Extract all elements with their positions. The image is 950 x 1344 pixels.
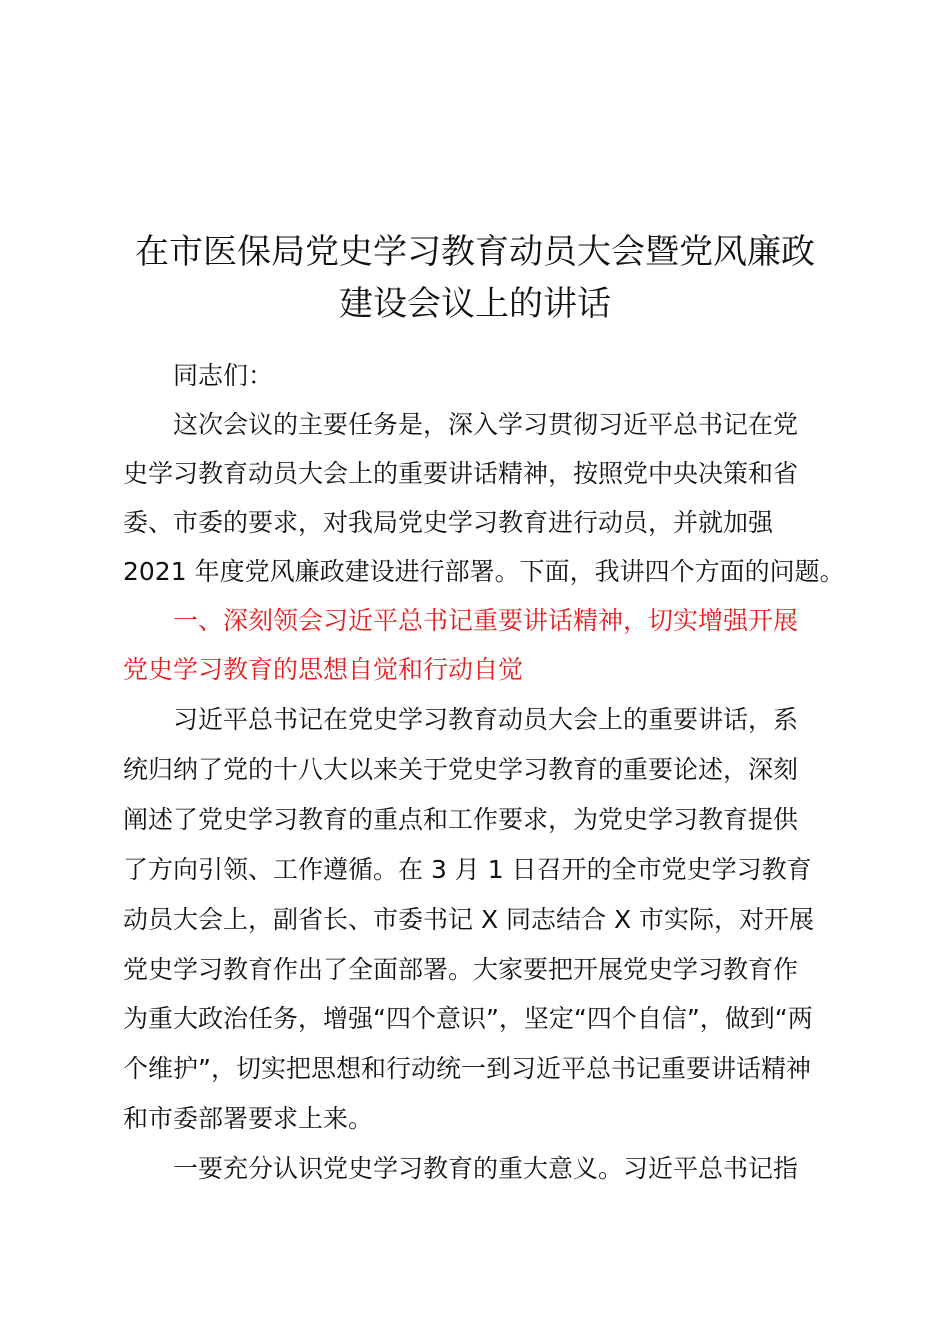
paragraph-2-line-8: 个维护”，切实把思想和行动统一到习近平总书记重要讲话精神: [123, 1054, 811, 1083]
document-title-line-2: 建设会议上的讲话: [339, 284, 611, 324]
paragraph-2-line-3: 阐述了党史学习教育的重点和工作要求，为党史学习教育提供: [123, 805, 799, 834]
paragraph-2-line-5: 动员大会上，副省长、市委书记 X 同志结合 X 市实际，对开展: [123, 905, 815, 934]
paragraph-1-line-1: 这次会议的主要任务是，深入学习贯彻习近平总书记在党: [173, 410, 799, 439]
paragraph-2-line-9: 和市委部署要求上来。: [123, 1104, 374, 1133]
paragraph-1-line-4: 2021 年度党风廉政建设进行部署。下面，我讲四个方面的问题。: [123, 557, 845, 586]
paragraph-2-line-7: 为重大政治任务，增强“四个意识”，坚定“四个自信”，做到“两: [123, 1004, 813, 1033]
paragraph-2-line-2: 统归纳了党的十八大以来关于党史学习教育的重要论述，深刻: [123, 755, 799, 784]
paragraph-2-line-6: 党史学习教育作出了全面部署。大家要把开展党史学习教育作: [123, 955, 799, 984]
section-heading-1-line-2: 党史学习教育的思想自觉和行动自觉: [123, 655, 524, 684]
paragraph-2-line-4: 了方向引领、工作遵循。在 3 月 1 日召开的全市党史学习教育: [123, 855, 812, 884]
paragraph-2-line-1: 习近平总书记在党史学习教育动员大会上的重要讲话，系: [173, 705, 799, 734]
paragraph-3-line-1: 一要充分认识党史学习教育的重大意义。习近平总书记指: [173, 1154, 799, 1183]
document-title-line-1: 在市医保局党史学习教育动员大会暨党风廉政: [135, 232, 815, 272]
paragraph-1-line-2: 史学习教育动员大会上的重要讲话精神，按照党中央决策和省: [123, 459, 799, 488]
salutation: 同志们：: [173, 361, 274, 390]
section-heading-1-line-1: 一、深刻领会习近平总书记重要讲话精神，切实增强开展: [173, 606, 799, 635]
paragraph-1-line-3: 委、市委的要求，对我局党史学习教育进行动员，并就加强: [123, 508, 774, 537]
